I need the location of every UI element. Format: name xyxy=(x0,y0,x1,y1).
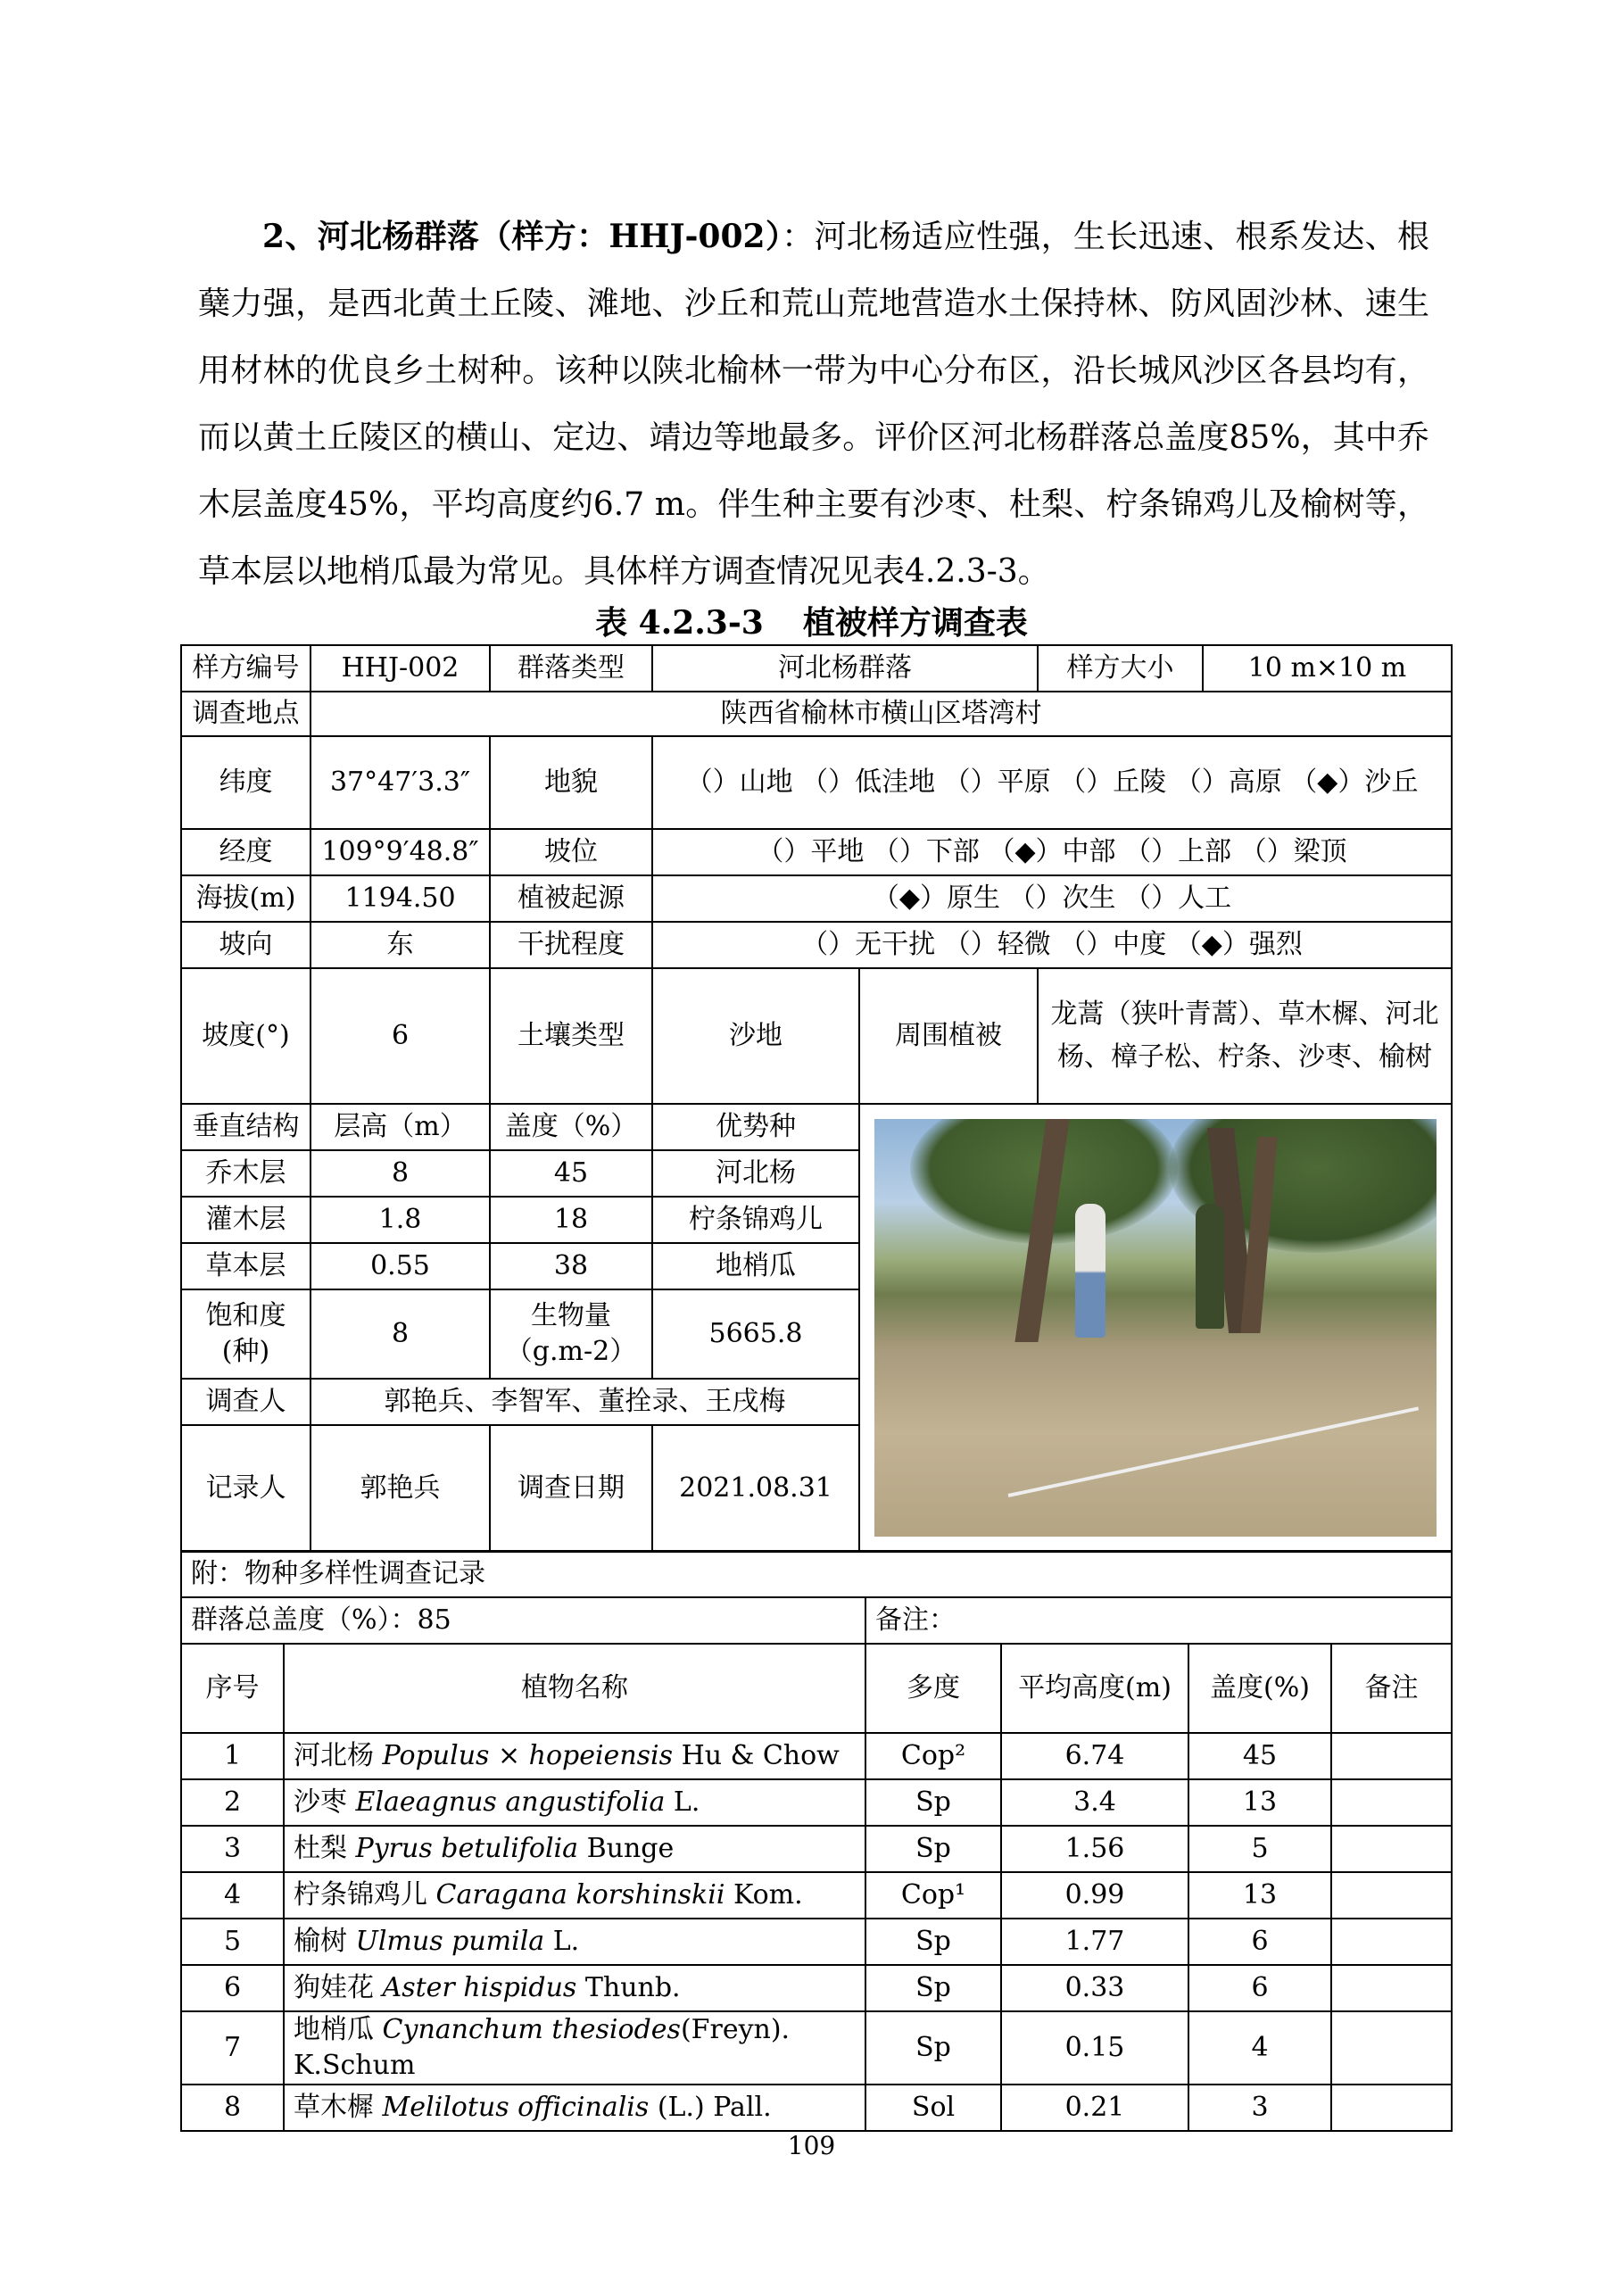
table-row xyxy=(181,1826,1452,1872)
longitude: 109°9′48.8″ xyxy=(311,829,490,875)
table-row xyxy=(181,645,1452,692)
species-cover: 3 xyxy=(1188,2085,1331,2131)
species-abundance: Sol xyxy=(865,2085,1001,2131)
col-abundance: 多度 xyxy=(865,1644,1001,1733)
species-note xyxy=(1331,1826,1452,1872)
label-location: 调查地点 xyxy=(181,692,311,736)
species-name xyxy=(284,1872,865,1919)
species-no: 1 xyxy=(181,1733,284,1779)
biomass: 5665.8 xyxy=(652,1289,859,1379)
table-row xyxy=(181,922,1452,968)
table-row xyxy=(181,1919,1452,1965)
species-chinese-name: 榆树 xyxy=(294,1926,347,1957)
species-scientific-name: Caragana korshinskii xyxy=(435,1879,725,1911)
species-chinese-name: 河北杨 xyxy=(294,1740,374,1771)
species-cover: 6 xyxy=(1188,1965,1331,2011)
species-no: 5 xyxy=(181,1919,284,1965)
table-row xyxy=(181,736,1452,829)
community-type: 河北杨群落 xyxy=(652,645,1038,692)
disturbance: （）无干扰 （）轻微 （）中度 （◆）强烈 xyxy=(652,922,1452,968)
name-spacer xyxy=(374,1972,383,2003)
col-plant-name: 植物名称 xyxy=(284,1644,865,1733)
recorder: 郭艳兵 xyxy=(311,1425,490,1552)
label-latitude: 纬度 xyxy=(181,736,311,829)
species-avg-height: 0.99 xyxy=(1001,1872,1188,1919)
label-disturbance: 干扰程度 xyxy=(490,922,652,968)
species-no: 2 xyxy=(181,1779,284,1826)
species-name xyxy=(284,1779,865,1826)
species-table xyxy=(180,1550,1453,2132)
species-no: 3 xyxy=(181,1826,284,1872)
layer-dominant: 柠条锦鸡儿 xyxy=(652,1197,859,1243)
altitude: 1194.50 xyxy=(311,875,490,922)
species-cover: 5 xyxy=(1188,1826,1331,1872)
species-name xyxy=(284,2011,865,2085)
table-number: 表 4.2.3-3 xyxy=(595,604,764,642)
species-abundance: Sp xyxy=(865,1965,1001,2011)
slope: 6 xyxy=(311,968,490,1104)
name-spacer xyxy=(374,2092,383,2123)
species-author: L. xyxy=(544,1926,580,1957)
investigator: 郭艳兵、李智军、董拴录、王戌梅 xyxy=(311,1379,859,1425)
table-row xyxy=(181,1965,1452,2011)
vegetation-origin: （◆）原生 （）次生 （）人工 xyxy=(652,875,1452,922)
location: 陕西省榆林市横山区塔湾村 xyxy=(311,692,1452,736)
name-spacer xyxy=(347,1786,356,1818)
name-spacer xyxy=(347,1833,356,1864)
species-author: Kom. xyxy=(725,1879,803,1911)
species-author: Hu & Chow xyxy=(673,1740,840,1771)
species-abundance: Cop¹ xyxy=(865,1872,1001,1919)
table-row xyxy=(181,1733,1452,1779)
species-note xyxy=(1331,1779,1452,1826)
species-name xyxy=(284,1826,865,1872)
layer-dominant: 地梢瓜 xyxy=(652,1243,859,1289)
species-avg-height: 0.15 xyxy=(1001,2011,1188,2085)
species-cover: 45 xyxy=(1188,1733,1331,1779)
layer-name: 灌木层 xyxy=(181,1197,311,1243)
label-community-type: 群落类型 xyxy=(490,645,652,692)
label-slope: 坡度(°) xyxy=(181,968,311,1104)
appendix-title: 附：物种多样性调查记录 xyxy=(181,1551,1452,1597)
species-chinese-name: 杜梨 xyxy=(294,1833,347,1864)
species-abundance: Cop² xyxy=(865,1733,1001,1779)
species-note xyxy=(1331,1965,1452,2011)
col-note: 备注 xyxy=(1331,1644,1452,1733)
table-header-row xyxy=(181,1644,1452,1733)
species-author: (L.) Pall. xyxy=(649,2092,772,2123)
table-row xyxy=(181,1597,1452,1644)
table-row xyxy=(181,692,1452,736)
species-abundance: Sp xyxy=(865,1826,1001,1872)
label-longitude: 经度 xyxy=(181,829,311,875)
label-plot-size: 样方大小 xyxy=(1038,645,1203,692)
species-author: Bunge xyxy=(578,1833,675,1864)
layer-cover: 18 xyxy=(490,1197,652,1243)
plot-id: HHJ-002 xyxy=(311,645,490,692)
plot-photo xyxy=(874,1119,1437,1537)
label-dominant-species: 优势种 xyxy=(652,1104,859,1150)
landform: （）山地 （）低洼地 （）平原 （）丘陵 （）高原 （◆）沙丘 xyxy=(652,736,1452,829)
species-cover: 13 xyxy=(1188,1779,1331,1826)
table-row xyxy=(181,1104,1452,1150)
species-no: 8 xyxy=(181,2085,284,2131)
species-avg-height: 3.4 xyxy=(1001,1779,1188,1826)
layer-height: 8 xyxy=(311,1150,490,1197)
layer-cover: 38 xyxy=(490,1243,652,1289)
species-chinese-name: 地梢瓜 xyxy=(294,2014,374,2045)
label-richness: 饱和度(种) xyxy=(181,1289,311,1379)
slope-position: （）平地 （）下部 （◆）中部 （）上部 （）梁顶 xyxy=(652,829,1452,875)
label-soil-type: 土壤类型 xyxy=(490,968,652,1104)
label-landform: 地貌 xyxy=(490,736,652,829)
table-title: 植被样方调查表 xyxy=(802,604,1028,642)
col-cover: 盖度(%) xyxy=(1188,1644,1331,1733)
species-note xyxy=(1331,1919,1452,1965)
species-avg-height: 0.33 xyxy=(1001,1965,1188,2011)
table-row xyxy=(181,1779,1452,1826)
species-note xyxy=(1331,2011,1452,2085)
total-cover: 群落总盖度（%）：85 xyxy=(181,1597,865,1644)
species-scientific-name: Cynanchum thesiodes xyxy=(382,2014,681,2045)
section-heading: 2、河北杨群落（样方：HHJ-002） xyxy=(262,218,783,255)
richness: 8 xyxy=(311,1289,490,1379)
table-row xyxy=(181,875,1452,922)
species-abundance: Sp xyxy=(865,2011,1001,2085)
label-biomass: 生物量（g.m-2） xyxy=(490,1289,652,1379)
col-no: 序号 xyxy=(181,1644,284,1733)
plot-photo-cell xyxy=(859,1104,1452,1552)
species-scientific-name: Populus × hopeiensis xyxy=(382,1740,674,1771)
species-chinese-name: 沙枣 xyxy=(294,1786,347,1818)
label-altitude: 海拔(m) xyxy=(181,875,311,922)
species-scientific-name: Ulmus pumila xyxy=(355,1926,545,1957)
species-name xyxy=(284,2085,865,2131)
layer-height: 1.8 xyxy=(311,1197,490,1243)
species-author: (Freyn). K.Schum xyxy=(294,2014,791,2081)
label-layer-cover: 盖度（%） xyxy=(490,1104,652,1150)
name-spacer xyxy=(374,1740,383,1771)
species-cover: 13 xyxy=(1188,1872,1331,1919)
layer-name: 乔木层 xyxy=(181,1150,311,1197)
species-abundance: Sp xyxy=(865,1919,1001,1965)
species-abundance: Sp xyxy=(865,1779,1001,1826)
species-note xyxy=(1331,1733,1452,1779)
layer-cover: 45 xyxy=(490,1150,652,1197)
label-aspect: 坡向 xyxy=(181,922,311,968)
species-name xyxy=(284,1965,865,2011)
name-spacer xyxy=(347,1926,356,1957)
species-cover: 4 xyxy=(1188,2011,1331,2085)
label-slope-position: 坡位 xyxy=(490,829,652,875)
table-row xyxy=(181,2085,1452,2131)
species-scientific-name: Melilotus officinalis xyxy=(382,2092,650,2123)
label-vertical-structure: 垂直结构 xyxy=(181,1104,311,1150)
species-rows xyxy=(181,1733,1452,2131)
species-scientific-name: Pyrus betulifolia xyxy=(355,1833,579,1864)
paragraph-body: ：河北杨适应性强，生长迅速、根系发达、根蘖力强，是西北黄土丘陵、滩地、沙丘和荒山荒地营造水土保持林、防风固沙林、速生用材林的优良乡土树种。该种以陕北榆林一带为中心分布区，沿长城风沙区各县均有，而以黄土丘陵区的横山、定边、靖边等地最多。评价区河北杨群落总盖度85%，其中乔木层盖度45%，平均高度约6.7 m。伴生种主要有沙枣、杜梨、柠条锦鸡儿及榆树等，草本层以地梢瓜最为常见。具体样方调查情况见表4.2.3-3。 xyxy=(198,219,1429,590)
species-avg-height: 1.56 xyxy=(1001,1826,1188,1872)
species-name xyxy=(284,1919,865,1965)
survey-table xyxy=(180,644,1453,1553)
label-investigator: 调查人 xyxy=(181,1379,311,1425)
species-no: 7 xyxy=(181,2011,284,2085)
species-no: 6 xyxy=(181,1965,284,2011)
species-scientific-name: Aster hispidus xyxy=(382,1972,577,2003)
species-author: L. xyxy=(665,1786,700,1818)
species-chinese-name: 草木樨 xyxy=(294,2092,374,2123)
surrounding-vegetation: 龙蒿（狭叶青蒿）、草木樨、河北杨、樟子松、柠条、沙枣、榆树 xyxy=(1038,968,1452,1104)
layer-name: 草本层 xyxy=(181,1243,311,1289)
layer-height: 0.55 xyxy=(311,1243,490,1289)
intro-paragraph xyxy=(198,203,1429,605)
table-row xyxy=(181,1551,1452,1597)
table-row xyxy=(181,829,1452,875)
table-row xyxy=(181,968,1452,1104)
layer-dominant: 河北杨 xyxy=(652,1150,859,1197)
species-avg-height: 6.74 xyxy=(1001,1733,1188,1779)
species-note xyxy=(1331,1872,1452,1919)
table-caption xyxy=(0,598,1623,643)
label-plot-id: 样方编号 xyxy=(181,645,311,692)
name-spacer xyxy=(427,1879,436,1911)
species-chinese-name: 柠条锦鸡儿 xyxy=(294,1879,427,1911)
table-row xyxy=(181,1872,1452,1919)
label-surrounding-vegetation: 周围植被 xyxy=(859,968,1038,1104)
species-avg-height: 0.21 xyxy=(1001,2085,1188,2131)
page-number: 109 xyxy=(787,2131,836,2160)
aspect: 东 xyxy=(311,922,490,968)
species-avg-height: 1.77 xyxy=(1001,1919,1188,1965)
species-note xyxy=(1331,2085,1452,2131)
col-avg-height: 平均高度(m) xyxy=(1001,1644,1188,1733)
species-chinese-name: 狗娃花 xyxy=(294,1972,374,2003)
latitude: 37°47′3.3″ xyxy=(311,736,490,829)
remarks: 备注： xyxy=(865,1597,1452,1644)
plot-size: 10 m×10 m xyxy=(1203,645,1452,692)
species-name xyxy=(284,1733,865,1779)
label-layer-height: 层高（m） xyxy=(311,1104,490,1150)
species-no: 4 xyxy=(181,1872,284,1919)
species-scientific-name: Elaeagnus angustifolia xyxy=(355,1786,666,1818)
soil-type: 沙地 xyxy=(652,968,859,1104)
label-vegetation-origin: 植被起源 xyxy=(490,875,652,922)
species-cover: 6 xyxy=(1188,1919,1331,1965)
label-recorder: 记录人 xyxy=(181,1425,311,1552)
table-row xyxy=(181,2011,1452,2085)
name-spacer xyxy=(374,2014,383,2045)
species-author: Thunb. xyxy=(576,1972,681,2003)
survey-date: 2021.08.31 xyxy=(652,1425,859,1552)
label-survey-date: 调查日期 xyxy=(490,1425,652,1552)
